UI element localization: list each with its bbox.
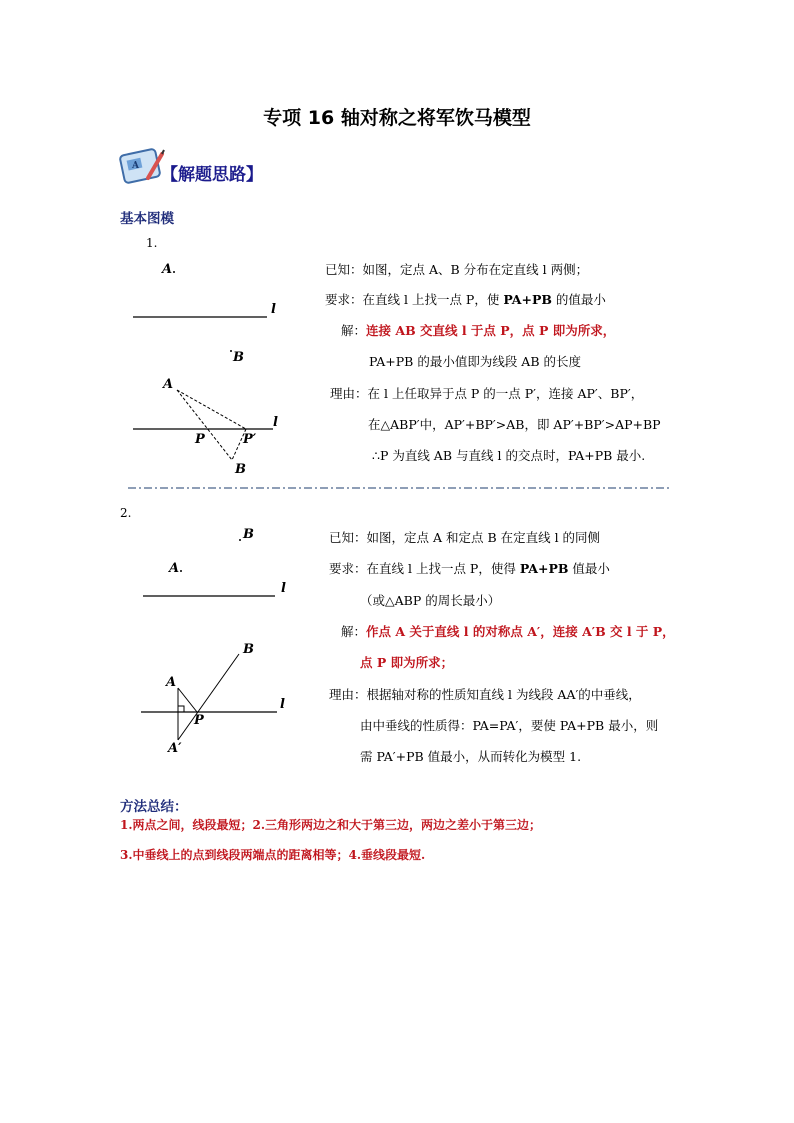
model1-solution-prefix: 解： — [341, 323, 367, 338]
model1-reason-line3: ∴P 为直线 AB 与直线 l 的交点时，PA+PB 最小. — [372, 448, 646, 463]
figure-label-l3: l — [281, 581, 286, 596]
right-angle-mark — [178, 706, 184, 712]
segment-ap-prime — [177, 390, 246, 429]
section-divider — [128, 485, 670, 491]
model1-known: 已知：如图，定点 A、B 分布在定直线 l 两侧； — [325, 262, 589, 277]
model2-require-prefix: 要求：在直线 l 上找一点 P，使得 — [329, 561, 520, 576]
page-title: 专项 16 轴对称之将军饮马模型 — [263, 107, 531, 129]
figure-label-b2: B — [235, 462, 246, 477]
figure-label-a2: A — [163, 377, 174, 392]
model2-solution — [341, 624, 675, 640]
model2-reason-line3: 需 PA′+PB 值最小，从而转化为模型 1. — [360, 749, 582, 764]
model2-figure-top — [135, 520, 295, 605]
section-heading-basic: 基本图模 — [120, 211, 174, 227]
figure-label-a: A — [162, 262, 173, 277]
figure-label-b4: B — [243, 642, 254, 657]
figure-label-b3: B — [243, 527, 254, 542]
figure-label-a4: A — [166, 675, 177, 690]
figure-label-a-prime: A′ — [168, 741, 182, 756]
model1-reason-line1: 理由：在 l 上任取异于点 P 的一点 P′，连接 AP′、BP′， — [330, 386, 644, 401]
model2-solution-red1: 作点 A 关于直线 l 的对称点 A′，连接 A′B 交 l 于 P， — [366, 624, 675, 639]
model2-solution-prefix: 解： — [341, 624, 367, 639]
point-b3 — [239, 539, 241, 541]
banner-label: 【解题思路】 — [161, 165, 263, 185]
model1-require-prefix: 要求：在直线 l 上找一点 P，使 — [325, 292, 504, 307]
model1-solution-line2: PA+PB 的最小值即为线段 AB 的长度 — [369, 354, 581, 369]
model1-number: 1. — [146, 236, 158, 250]
summary-heading: 方法总结： — [120, 799, 188, 815]
figure-label-p: P — [195, 432, 205, 447]
model2-figure-bottom — [135, 640, 295, 760]
model2-solution-red2: 点 P 即为所求； — [360, 655, 454, 670]
model1-figure-bottom — [125, 372, 290, 482]
model2-require-note: （或△ABP 的周长最小） — [360, 593, 501, 608]
svg-text:A: A — [132, 161, 139, 171]
model1-require — [325, 292, 606, 308]
figure-label-p2: P — [194, 713, 204, 728]
figure-label-l2: l — [273, 415, 278, 430]
figure-label-l: l — [271, 302, 276, 317]
model2-known: 已知：如图，定点 A 和定点 B 在定直线 l 的同侧 — [329, 530, 601, 545]
figure-label-l4: l — [280, 697, 285, 712]
summary-line2: 3.中垂线上的点到线段两端点的距离相等；4.垂线段最短. — [120, 848, 426, 862]
figure-label-b: B — [233, 350, 244, 365]
summary-line1: 1.两点之间，线段最短；2.三角形两边之和大于第三边，两边之差小于第三边； — [120, 818, 542, 832]
model2-number: 2. — [120, 506, 132, 520]
point-b — [230, 350, 232, 352]
model2-require-bold: PA+PB — [519, 561, 569, 576]
segment-ap — [178, 688, 197, 712]
point-a — [173, 271, 175, 273]
model2-require — [329, 561, 610, 577]
figure-label-a3: A — [169, 561, 180, 576]
model1-solution — [341, 323, 615, 339]
model1-require-suffix: 的值最小 — [551, 292, 606, 307]
model1-figure-top — [125, 255, 290, 370]
figure-label-p-prime: P′ — [243, 432, 257, 447]
segment-a-prime-b — [178, 654, 239, 740]
segment-ab — [177, 390, 232, 460]
model1-solution-red: 连接 AB 交直线 l 于点 P，点 P 即为所求， — [366, 323, 616, 338]
model1-require-bold: PA+PB — [503, 292, 552, 307]
model2-reason-line2: 由中垂线的性质得：PA=PA′，要使 PA+PB 最小，则 — [360, 718, 659, 733]
point-a3 — [180, 570, 182, 572]
model1-reason-line2: 在△ABP′中，AP′+BP′>AB，即 AP′+BP′>AP+BP — [368, 417, 661, 432]
model2-require-suffix: 值最小 — [568, 561, 610, 576]
model2-reason-line1: 理由：根据轴对称的性质知直线 l 为线段 AA′的中垂线， — [329, 687, 641, 702]
